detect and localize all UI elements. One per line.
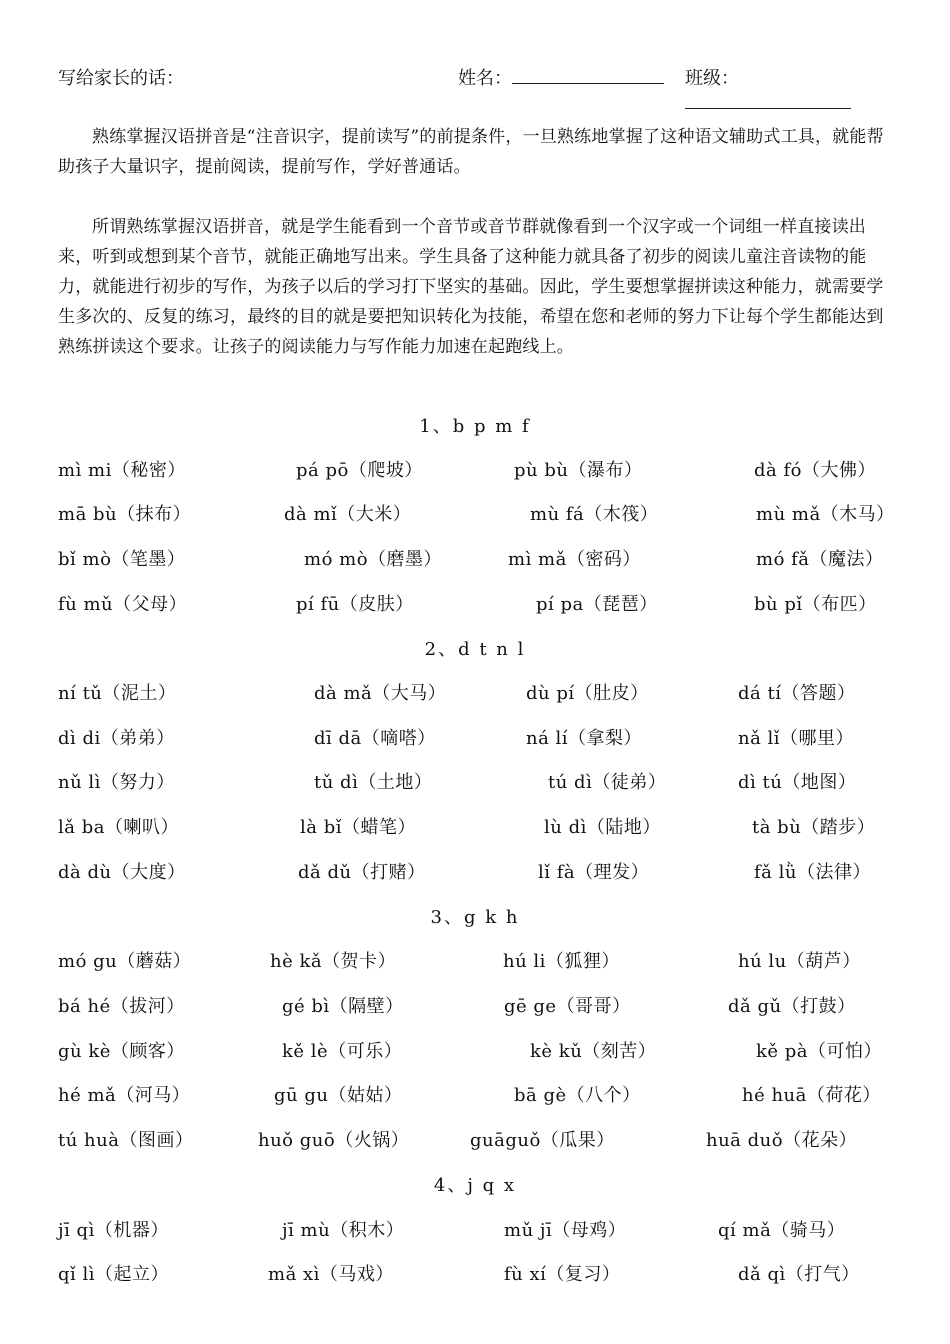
intro-paragraph-2: 所谓熟练掌握汉语拼音，就是学生能看到一个音节或音节群就像看到一个汉字或一个词组一样直接读出来，听到或想到某个音节，就能正确地写出来。学生具备了这种能力就具备了初步的阅读儿童注音读物的能力，就能进行初步的写作，为孩子以后的学习打下坚实的基础。因此，学生要想掌握拼读这种能力，就需要学生多次的、反复的练习，最终的目的就是要把知识转化为技能，希望在您和老师的努力下让每个学生都能达到熟练拼读这个要求。让孩子的阅读能力与写作能力加速在起跑线上。 [58,217,884,357]
pinyin-word: mù fá（木筏） [530,504,659,525]
pinyin-word: mǎ xì（马戏） [268,1264,394,1285]
pinyin-word: lǐ fà（理发） [538,862,650,883]
class-field-group [685,64,902,114]
pinyin-word: dī dā（嘀嗒） [314,728,436,749]
word-row [58,1260,898,1290]
word-row [58,858,898,888]
pinyin-word: hé mǎ（河马） [58,1085,191,1106]
pinyin-word: lù dì（陆地） [544,817,661,838]
pinyin-word: pí fū（皮肤） [296,594,414,615]
pinyin-word: bā gè（八个） [514,1085,641,1106]
pinyin-word: tà bù（踏步） [752,817,876,838]
pinyin-word: dǎ qì（打气） [738,1264,860,1285]
pinyin-word: fù mǔ（父母） [58,594,188,615]
word-row [58,456,898,486]
pinyin-word: mì mi（秘密） [58,460,186,481]
pinyin-word: mó fǎ（魔法） [756,549,884,570]
word-row [58,590,898,620]
word-row [58,545,898,575]
pinyin-word: gē ge（哥哥） [504,996,631,1017]
word-row [58,1081,898,1111]
pinyin-word: nǎ lǐ（哪里） [738,728,855,749]
pinyin-word: dǎ gǔ（打鼓） [728,996,856,1017]
section-title: 2、d t n l [424,639,526,660]
pinyin-word: pù bù（瀑布） [514,460,643,481]
pinyin-word: tǔ dì（土地） [314,772,433,793]
pinyin-word: dà fó（大佛） [754,460,876,481]
pinyin-word: nǔ lì（努力） [58,772,175,793]
section-title: 1、b p m f [419,416,531,437]
pinyin-word: fù xí（复习） [504,1264,621,1285]
pinyin-word: tú huà（图画） [58,1130,194,1151]
pinyin-word: bǐ mò（笔墨） [58,549,186,570]
pinyin-word: hé huā（荷花） [742,1085,881,1106]
pinyin-word: huǒ guō（火锅） [258,1130,410,1151]
pinyin-word: gū gu（姑姑） [274,1085,403,1106]
parents-note-label: 写给家长的话： [58,68,184,89]
word-row [58,1037,898,1067]
pinyin-word: fǎ lǜ（法律） [754,862,871,883]
header [58,64,902,90]
pinyin-word: kè kǔ（刻苦） [530,1041,657,1062]
pinyin-word: jī qì（机器） [58,1220,169,1241]
pinyin-word: bù pǐ（布匹） [754,594,877,615]
class-label: 班级： [685,68,739,89]
pinyin-word: dì tú（地图） [738,772,857,793]
word-row [58,813,898,843]
name-field-group [458,64,664,90]
pinyin-word: qí mǎ（骑马） [718,1220,846,1241]
pinyin-word: gù kè（顾客） [58,1041,185,1062]
pinyin-word: mó gu（蘑菇） [58,951,192,972]
pinyin-word: dà mǎ（大马） [314,683,447,704]
word-row [58,1216,898,1246]
pinyin-word: qǐ lì（起立） [58,1264,170,1285]
pinyin-word: hú li（狐狸） [503,951,620,972]
pinyin-word: mā bù（抹布） [58,504,192,525]
word-row [58,768,898,798]
pinyin-word: dà mǐ（大米） [284,504,412,525]
pinyin-word: ná lí（拿梨） [526,728,643,749]
pinyin-word: jī mù（积木） [282,1220,405,1241]
pinyin-word: dì di（弟弟） [58,728,175,749]
word-row [58,679,898,709]
pinyin-word: mǔ jī（母鸡） [504,1220,627,1241]
pinyin-word: là bǐ（蜡笔） [300,817,416,838]
pinyin-word: kě pà（可怕） [756,1041,883,1062]
word-row [58,992,898,1022]
pinyin-word: hú lu（葫芦） [738,951,861,972]
name-label: 姓名： [458,68,512,89]
pinyin-word: guāguǒ（瓜果） [470,1130,615,1151]
pinyin-word: lǎ ba（喇叭） [58,817,179,838]
pinyin-word: huā duǒ（花朵） [706,1130,858,1151]
name-blank[interactable] [512,65,664,84]
section-title: 4、j q x [433,1175,517,1196]
pinyin-word: gé bì（隔壁） [282,996,404,1017]
word-row [58,724,898,754]
pinyin-word: ní tǔ（泥土） [58,683,177,704]
pinyin-word: mì mǎ（密码） [508,549,641,570]
pinyin-word: mó mò（磨墨） [304,549,443,570]
pinyin-word: mù mǎ（木马） [756,504,895,525]
pinyin-word: bá hé（拔河） [58,996,185,1017]
class-blank[interactable] [685,90,851,109]
pinyin-word: kě lè（可乐） [282,1041,403,1062]
pinyin-word: dá tí（答题） [738,683,856,704]
pinyin-word: pí pa（琵琶） [536,594,658,615]
word-row [58,947,898,977]
word-row [58,1126,898,1156]
section-title: 3、g k h [430,907,520,928]
pinyin-word: pá pō（爬坡） [296,460,423,481]
intro-paragraph-1: 熟练掌握汉语拼音是“注音识字，提前读写”的前提条件，一旦熟练地掌握了这种语文辅助式工具，就能帮助孩子大量识字，提前阅读，提前写作，学好普通话。 [58,127,884,177]
pinyin-word: hè kǎ（贺卡） [270,951,397,972]
pinyin-word: dà dù（大度） [58,862,186,883]
pinyin-word: dù pí（肚皮） [526,683,649,704]
pinyin-word: dǎ dǔ（打赌） [298,862,426,883]
word-row [58,500,898,530]
pinyin-word: tú dì（徒弟） [548,772,667,793]
